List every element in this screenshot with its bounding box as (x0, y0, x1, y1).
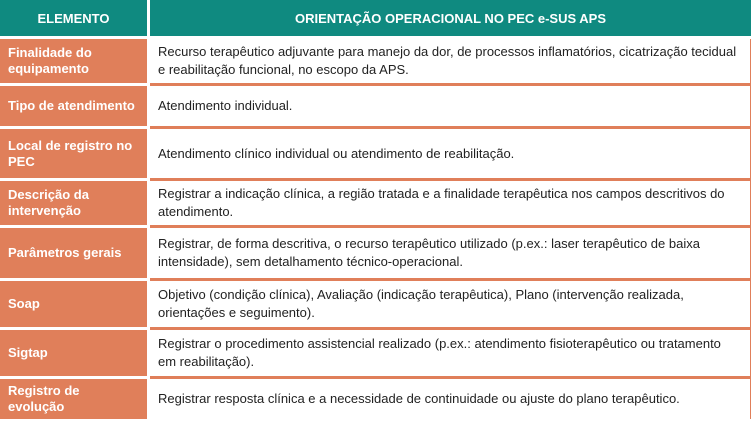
row-orientation: Atendimento clínico individual ou atendimento de reabilitação. (150, 129, 751, 181)
table-row (0, 39, 751, 86)
row-orientation: Registrar o procedimento assistencial realizado (p.ex.: atendimento fisioterapêutico ou tratamento em reabilitação). (150, 330, 751, 379)
table-row (0, 181, 751, 228)
row-orientation: Atendimento individual. (150, 86, 751, 129)
row-element: Local de registro no PEC (0, 129, 150, 181)
row-orientation: Registrar, de forma descritiva, o recurso terapêutico utilizado (p.ex.: laser terapêutico de baixa intensidade), sem detalhamento técnico-operacional. (150, 228, 751, 281)
row-element: Registro de evolução (0, 379, 150, 419)
table-header-row (0, 0, 751, 39)
table-row (0, 330, 751, 379)
table-row (0, 281, 751, 330)
row-orientation: Recurso terapêutico adjuvante para manejo da dor, de processos inflamatórios, cicatrização tecidual e reabilitação funcional, no escopo da APS. (150, 39, 751, 86)
table-row (0, 379, 751, 419)
table-row (0, 228, 751, 281)
row-element: Sigtap (0, 330, 150, 379)
table-row (0, 86, 751, 129)
row-element: Finalidade do equipamento (0, 39, 150, 86)
row-element: Tipo de atendimento (0, 86, 150, 129)
row-orientation: Registrar resposta clínica e a necessidade de continuidade ou ajuste do plano terapêutico. (150, 379, 751, 419)
row-orientation: Registrar a indicação clínica, a região tratada e a finalidade terapêutica nos campos descritivos do atendimento. (150, 181, 751, 228)
row-element: Descrição da intervenção (0, 181, 150, 228)
header-element: ELEMENTO (0, 0, 150, 39)
row-orientation: Objetivo (condição clínica), Avaliação (indicação terapêutica), Plano (intervenção realizada, orientações e seguimento). (150, 281, 751, 330)
row-element: Parâmetros gerais (0, 228, 150, 281)
table-row (0, 129, 751, 181)
row-element: Soap (0, 281, 150, 330)
header-orientation: ORIENTAÇÃO OPERACIONAL NO PEC e-SUS APS (150, 0, 751, 39)
